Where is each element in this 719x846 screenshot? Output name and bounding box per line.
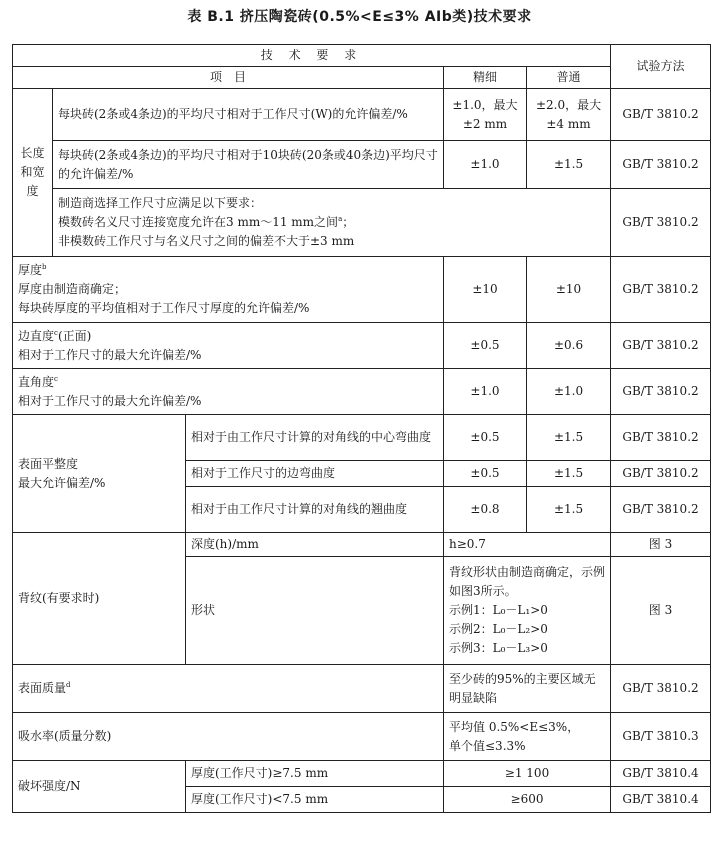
thickness-label-text: 厚度 bbox=[18, 263, 43, 277]
row-water-absorption: 吸水率(质量分数) bbox=[13, 713, 444, 761]
header-item: 项 目 bbox=[13, 67, 444, 89]
technical-requirements-table bbox=[12, 44, 711, 813]
breaking-strength-value-1: ≥1 100 bbox=[444, 761, 611, 787]
header-tech-requirements: 技 术 要 求 bbox=[13, 45, 611, 67]
surface-quality-text: 表面质量 bbox=[18, 681, 67, 695]
water-absorption-method: GB/T 3810.3 bbox=[611, 713, 711, 761]
row1-test-method: GB/T 3810.2 bbox=[611, 89, 711, 141]
row2-fine-value: ±1.0 bbox=[444, 141, 527, 189]
length-width-label: 长度和宽度 bbox=[13, 89, 53, 257]
edge-line: 相对于工作尺寸的最大允许偏差/% bbox=[18, 347, 202, 362]
depth-test-method: 图 3 bbox=[611, 533, 711, 557]
thickness-fine-value: ±10 bbox=[444, 257, 527, 323]
edge-label bbox=[18, 327, 438, 346]
table-title: 表 B.1 挤压陶瓷砖(0.5%<E≤3% AⅠb类)技术要求 bbox=[187, 9, 532, 25]
footnote-b-marker: b bbox=[42, 263, 47, 271]
rectangularity-line: 相对于工作尺寸的最大允许偏差/% bbox=[18, 393, 202, 408]
edge-fine-value: ±0.5 bbox=[444, 323, 527, 369]
thickness-label bbox=[18, 261, 438, 280]
shape-line-1: 背纹形状由制造商确定，示例如图3所示。 bbox=[449, 565, 606, 598]
row3-test-method: GB/T 3810.2 bbox=[611, 189, 711, 257]
breaking-strength-method-1: GB/T 3810.4 bbox=[611, 761, 711, 787]
surface-quality-value: 至少砖的95%的主要区域无明显缺陷 bbox=[444, 665, 611, 713]
warpage-fine: ±0.8 bbox=[444, 487, 527, 533]
warpage-normal: ±1.5 bbox=[527, 487, 611, 533]
warpage-method: GB/T 3810.2 bbox=[611, 487, 711, 533]
rectangularity-label bbox=[18, 373, 438, 392]
footnote-c-marker: c bbox=[54, 328, 58, 337]
footnote-a-marker: a bbox=[338, 215, 343, 223]
edge-curvature-normal: ±1.5 bbox=[527, 461, 611, 487]
row-edge-straightness bbox=[13, 323, 444, 369]
rectangularity-label-text: 直角度 bbox=[18, 374, 55, 389]
center-curvature-method: GB/T 3810.2 bbox=[611, 415, 711, 461]
shape-example-1: 示例1：L₀－L₁>0 bbox=[449, 603, 548, 617]
row-surface-quality bbox=[13, 665, 444, 713]
center-curvature-fine: ±0.5 bbox=[444, 415, 527, 461]
water-absorption-value bbox=[444, 713, 611, 761]
row-thickness-lt-7-5: 厚度(工作尺寸)<7.5 mm bbox=[186, 787, 444, 813]
surface-quality-method: GB/T 3810.2 bbox=[611, 665, 711, 713]
header-normal: 普通 bbox=[527, 67, 611, 89]
edge-curvature-method: GB/T 3810.2 bbox=[611, 461, 711, 487]
row-edge-curvature: 相对于工作尺寸的边弯曲度 bbox=[186, 461, 444, 487]
header-test-method: 试验方法 bbox=[611, 45, 711, 89]
water-absorption-single: 单个值≤3.3% bbox=[449, 738, 526, 753]
row-warpage: 相对于由工作尺寸计算的对角线的翘曲度 bbox=[186, 487, 444, 533]
breaking-strength-method-2: GB/T 3810.4 bbox=[611, 787, 711, 813]
work-size-line-3: 非模数砖工作尺寸与名义尺寸之间的偏差不大于±3 mm bbox=[58, 234, 355, 248]
work-size-line-2-text: 模数砖名义尺寸连接宽度允许在3 mm～11 mm之间 bbox=[58, 215, 339, 229]
center-curvature-normal: ±1.5 bbox=[527, 415, 611, 461]
edge-label-text: 边直度 bbox=[18, 328, 55, 343]
thickness-line-2: 每块砖厚度的平均值相对于工作尺寸厚度的允许偏差/% bbox=[18, 301, 310, 315]
shape-test-method: 图 3 bbox=[611, 557, 711, 665]
header-fine: 精细 bbox=[444, 67, 527, 89]
depth-value: h≥0.7 bbox=[444, 533, 611, 557]
row-center-curvature: 相对于由工作尺寸计算的对角线的中心弯曲度 bbox=[186, 415, 444, 461]
row-avg-size-vs-10-tiles: 每块砖(2条或4条边)的平均尺寸相对于10块砖(20条或40条边)平均尺寸的允许偏差/% bbox=[53, 141, 444, 189]
shape-value bbox=[444, 557, 611, 665]
edge-normal-value: ±0.6 bbox=[527, 323, 611, 369]
row-thickness-ge-7-5: 厚度(工作尺寸)≥7.5 mm bbox=[186, 761, 444, 787]
flatness-label-line-1: 表面平整度 bbox=[18, 456, 79, 471]
work-size-line-2 bbox=[58, 213, 605, 232]
flatness-label-line-2: 最大允许偏差/% bbox=[18, 475, 106, 490]
row-thickness bbox=[13, 257, 444, 323]
row1-normal-value: ±2.0，最大±4 mm bbox=[527, 89, 611, 141]
shape-example-3: 示例3：L₀－L₃>0 bbox=[449, 641, 548, 655]
row-depth: 深度(h)/mm bbox=[186, 533, 444, 557]
surface-flatness-label bbox=[13, 415, 186, 533]
row-avg-size-vs-work-size: 每块砖(2条或4条边)的平均尺寸相对于工作尺寸(W)的允许偏差/% bbox=[53, 89, 444, 141]
row2-test-method: GB/T 3810.2 bbox=[611, 141, 711, 189]
breaking-strength-value-2: ≥600 bbox=[444, 787, 611, 813]
row1-fine-value: ±1.0，最大±2 mm bbox=[444, 89, 527, 141]
water-absorption-average: 平均值 0.5%<E≤3%， bbox=[449, 719, 580, 734]
footnote-c-marker-2: c bbox=[54, 374, 58, 383]
thickness-test-method: GB/T 3810.2 bbox=[611, 257, 711, 323]
breaking-strength-label: 破坏强度/N bbox=[13, 761, 186, 813]
row-shape: 形状 bbox=[186, 557, 444, 665]
thickness-line-1: 厚度由制造商确定； bbox=[18, 282, 127, 296]
shape-example-2: 示例2：L₀－L₂>0 bbox=[449, 622, 548, 636]
row-rectangularity bbox=[13, 369, 444, 415]
rectangularity-fine-value: ±1.0 bbox=[444, 369, 527, 415]
edge-curvature-fine: ±0.5 bbox=[444, 461, 527, 487]
edge-label-face: (正面) bbox=[57, 328, 92, 343]
thickness-normal-value: ±10 bbox=[527, 257, 611, 323]
row2-normal-value: ±1.5 bbox=[527, 141, 611, 189]
work-size-line-2-end: ； bbox=[342, 215, 355, 229]
work-size-line-1: 制造商选择工作尺寸应满足以下要求： bbox=[58, 196, 263, 210]
rectangularity-test-method: GB/T 3810.2 bbox=[611, 369, 711, 415]
row-work-size-requirements bbox=[53, 189, 611, 257]
rectangularity-normal-value: ±1.0 bbox=[527, 369, 611, 415]
back-pattern-label: 背纹(有要求时) bbox=[13, 533, 186, 665]
footnote-d-marker: d bbox=[66, 681, 71, 689]
edge-test-method: GB/T 3810.2 bbox=[611, 323, 711, 369]
